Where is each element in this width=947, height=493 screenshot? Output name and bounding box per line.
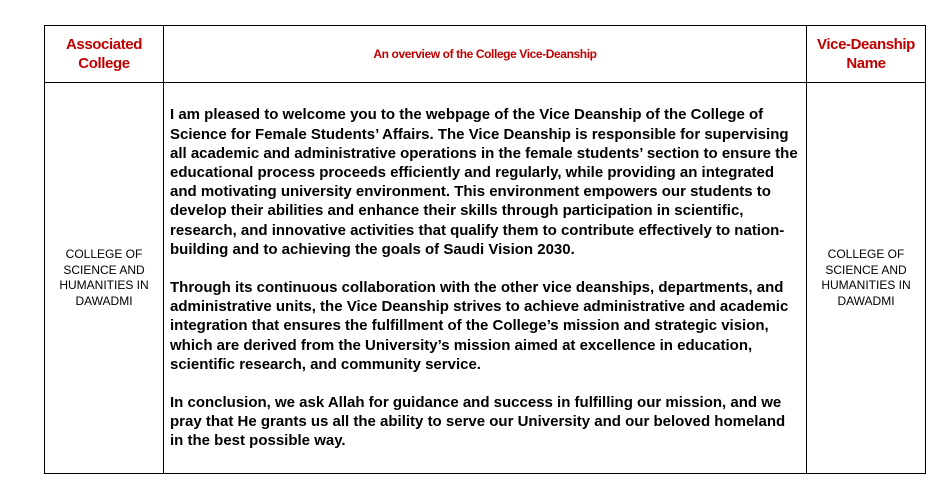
table-row (45, 83, 926, 474)
cell-associated-college (45, 83, 164, 474)
header-vice-deanship-name: Vice-Deanship Name (807, 26, 926, 83)
table-header-row (45, 26, 926, 83)
overview-paragraph-2: Through its continuous collaboration with the other vice deanships, departments, and administrative units, the Vice Deanship strives to achieve administrative and academic integration that ensures the fulfillment of the College’s mission and strategic vision, which are derived from the University’s mission aimed at excellence in education, scientific research, and community service. (170, 279, 789, 373)
overview-paragraph-1: I am pleased to welcome you to the webpage of the Vice Deanship of the College of Science for Female Students’ Affairs. The Vice Deanship is responsible for supervising all academic and administrative operations in the female students’ section to ensure the educational process proceeds efficiently and regularly, while providing an integrated and motivating university environment. This environment empowers our students to develop their abilities and enhance their skills through participation in scientific, research, and innovative activities that qualify them to contribute effectively to nation-building and to achieving the goals of Saudi Vision 2030. (170, 106, 798, 258)
cell-vice-deanship-name (807, 83, 926, 474)
associated-college-text: COLLEGE OF SCIENCE AND HUMANITIES IN DAWADMI (59, 247, 149, 308)
header-associated-college: Associated College (45, 26, 164, 83)
cell-overview (164, 83, 807, 474)
overview-paragraph-3: In conclusion, we ask Allah for guidance and success in fulfilling our mission, and we pray that He grants us all the ability to serve our University and our beloved homeland in the best possible way. (170, 394, 786, 450)
header-overview: An overview of the College Vice-Deanship (164, 26, 807, 83)
vice-deanship-overview-table (44, 25, 926, 474)
vice-deanship-name-text: COLLEGE OF SCIENCE AND HUMANITIES IN DAWADMI (821, 247, 911, 308)
